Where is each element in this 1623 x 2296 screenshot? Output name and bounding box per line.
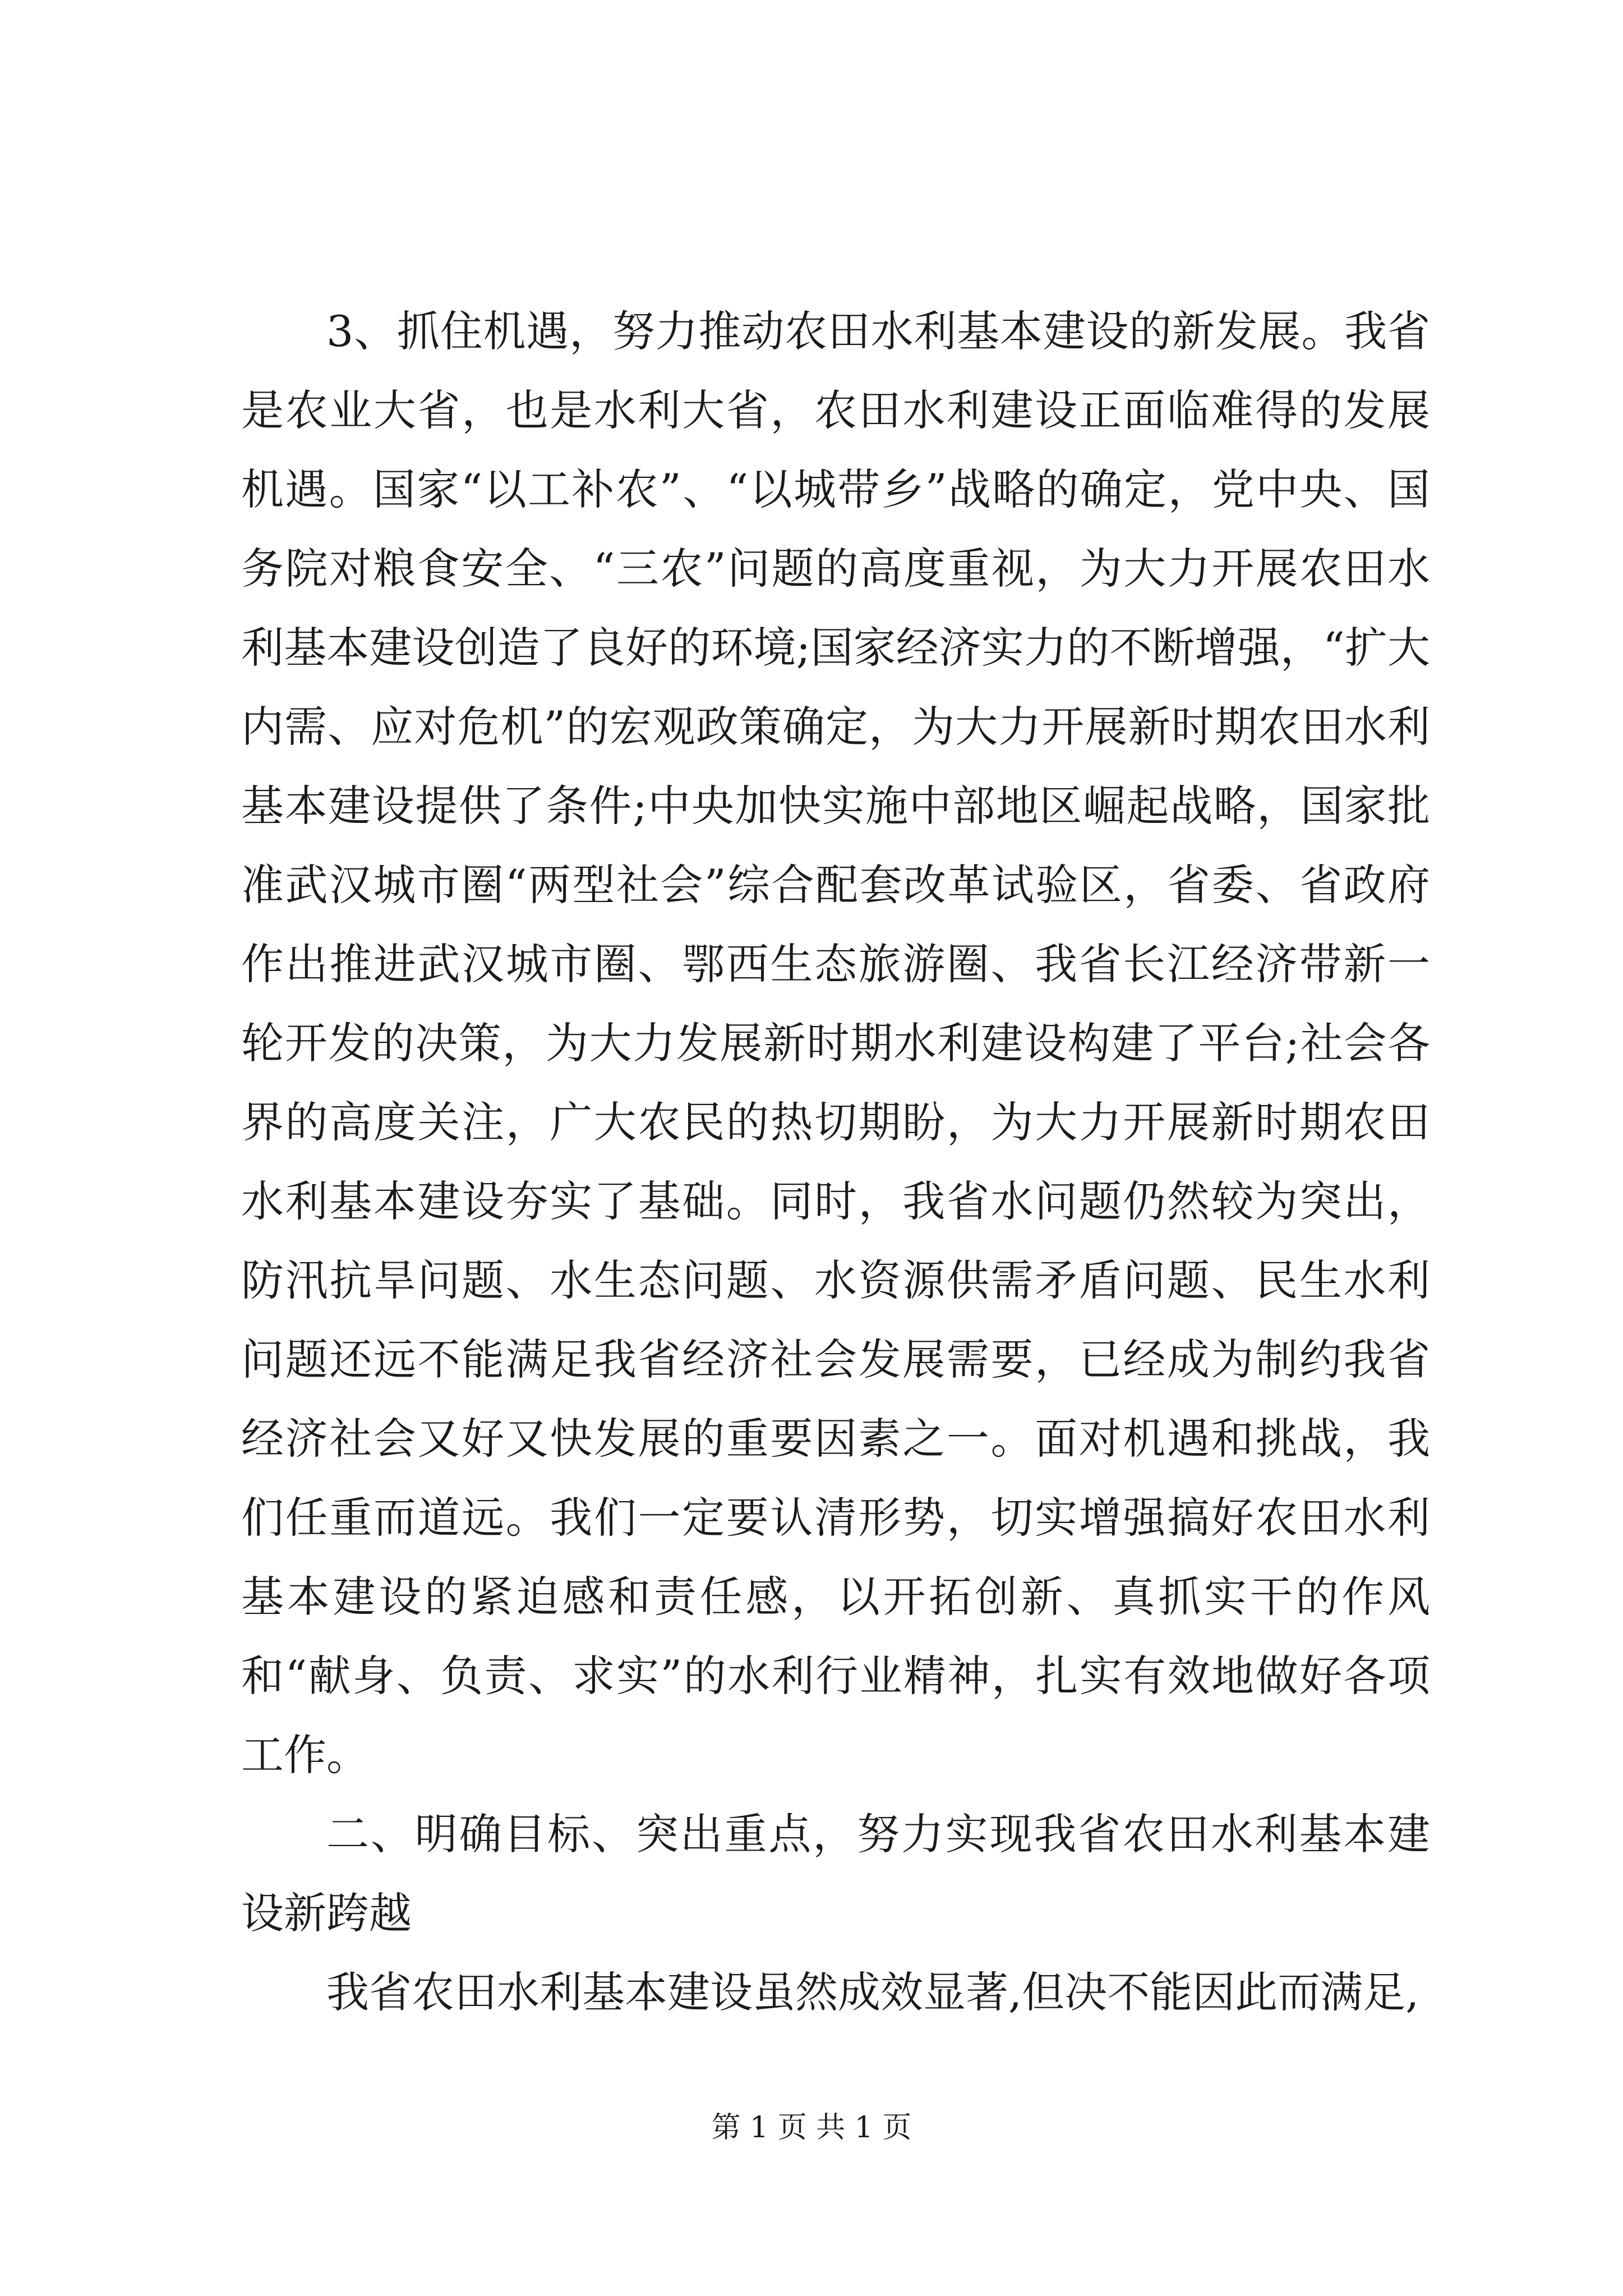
page-footer: 第 1 页 共 1 页	[711, 2111, 912, 2145]
body-text	[241, 292, 1430, 2032]
section-heading-two: 二、明确目标、突出重点，努力实现我省农田水利基本建设新跨越	[241, 1809, 1430, 1938]
paragraph-seizing-opportunities: 3、抓住机遇，努力推动农田水利基本建设的新发展。我省是农业大省，也是水利大省，农田水利建设正面临难得的发展机遇。国家“以工补农”、“以城带乡”战略的确定，党中央、国务院对粮食安全、“三农”问题的高度重视，为大力开展农田水利基本建设创造了良好的环境;国家经济实力的不断增强，“扩大内需、应对危机”的宏观政策确定，为大力开展新时期农田水利基本建设提供了条件;中央加快实施中部地区崛起战略，国家批准武汉城市圈“两型社会”综合配套改革试验区，省委、省政府作出推进武汉城市圈、鄂西生态旅游圈、我省长江经济带新一轮开发的决策，为大力发展新时期水利建设构建了平台;社会各界的高度关注，广大农民的热切期盼，为大力开展新时期农田水利基本建设夯实了基础。同时，我省水问题仍然较为突出，防汛抗旱问题、水生态问题、水资源供需矛盾问题、民生水利问题还远不能满足我省经济社会发展需要，已经成为制约我省经济社会又好又快发展的重要因素之一。面对机遇和挑战，我们任重而道远。我们一定要认清形势，切实增强搞好农田水利基本建设的紧迫感和责任感，以开拓创新、真抓实干的作风和“献身、负责、求实”的水利行业精神，扎实有效地做好各项工作。	[241, 306, 1430, 1780]
paragraph-achievements: 我省农田水利基本建设虽然成效显著,但决不能因此而满足,	[326, 1967, 1419, 2017]
